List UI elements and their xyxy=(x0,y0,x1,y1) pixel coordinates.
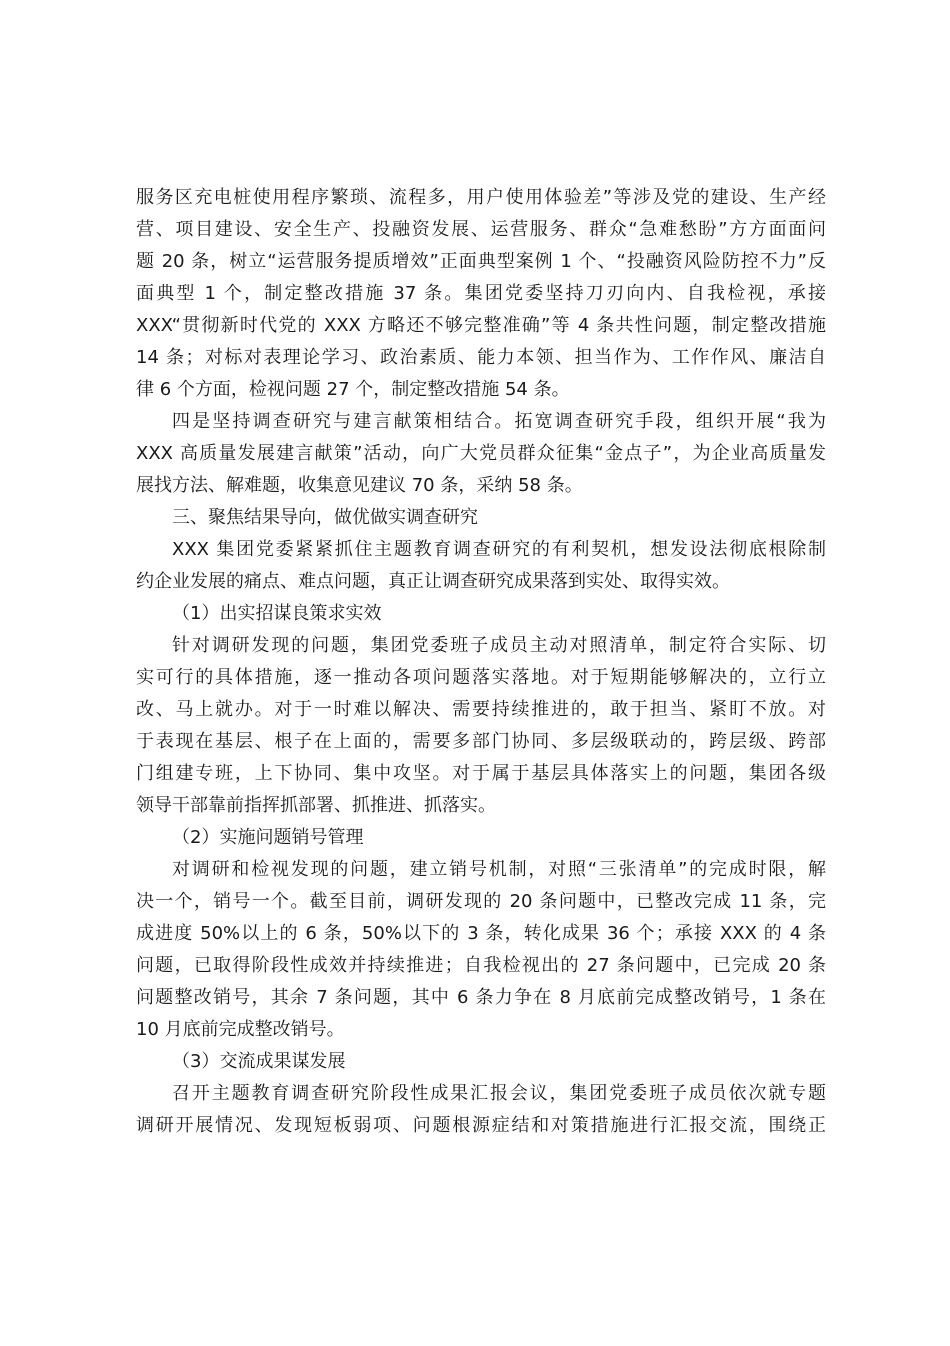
text-line: 于表现在基层、根子在上面的，需要多部门协同、多层级联动的，跨层级、跨部 xyxy=(136,731,826,752)
text-line: 改、马上就办。对于一时难以解决、需要持续推进的，敢于担当、紧盯不放。对 xyxy=(136,699,826,720)
text-line: 调研开展情况、发现短板弱项、问题根源症结和对策措施进行汇报交流，围绕正 xyxy=(136,1115,826,1136)
text-line: 10 月底前完成整改销号。 xyxy=(136,1019,345,1040)
text-line: 14 条；对标对表理论学习、政治素质、能力本领、担当作为、工作作风、廉洁自 xyxy=(136,347,826,368)
text-line: 针对调研发现的问题，集团党委班子成员主动对照清单，制定符合实际、切 xyxy=(172,635,826,656)
text-line: 律 6 个方面，检视问题 27 个，制定整改措施 54 条。 xyxy=(136,379,570,400)
text-line: 对调研和检视发现的问题，建立销号机制，对照“三张清单”的完成时限，解 xyxy=(172,859,826,880)
text-line: XXX 集团党委紧紧抓住主题教育调查研究的有利契机，想发设法彻底根除制 xyxy=(172,539,826,560)
text-line: 三、聚焦结果导向，做优做实调查研究 xyxy=(172,507,478,528)
text-line: （1）出实招谋良策求实效 xyxy=(172,603,382,624)
text-line: XXX 高质量发展建言献策”活动，向广大党员群众征集“金点子”，为企业高质量发 xyxy=(136,443,826,464)
text-line: 召开主题教育调查研究阶段性成果汇报会议，集团党委班子成员依次就专题 xyxy=(172,1083,826,1104)
text-line: XXX“贯彻新时代党的 XXX 方略还不够完整准确”等 4 条共性问题，制定整改措施 xyxy=(136,315,826,336)
text-line: 四是坚持调查研究与建言献策相结合。拓宽调查研究手段，组织开展“我为 xyxy=(172,411,826,432)
text-line: 实可行的具体措施，逐一推动各项问题落实落地。对于短期能够解决的，立行立 xyxy=(136,667,826,688)
text-line: 成进度 50%以上的 6 条，50%以下的 3 条，转化成果 36 个；承接 XXX 的 4 条 xyxy=(136,923,826,944)
text-line: 约企业发展的痛点、难点问题，真正让调查研究成果落到实处、取得实效。 xyxy=(136,571,730,592)
text-line: （2）实施问题销号管理 xyxy=(172,827,364,848)
text-line: 展找方法、解难题，收集意见建议 70 条，采纳 58 条。 xyxy=(136,475,583,496)
text-line: 问题，已取得阶段性成效并持续推进；自我检视出的 27 条问题中，已完成 20 条 xyxy=(136,955,826,976)
text-line: 题 20 条，树立“运营服务提质增效”正面典型案例 1 个、“投融资风险防控不力”反 xyxy=(136,251,826,272)
text-line: 门组建专班，上下协同、集中攻坚。对于属于基层具体落实上的问题，集团各级 xyxy=(136,763,826,784)
text-line: 决一个，销号一个。截至目前，调研发现的 20 条问题中，已整改完成 11 条，完 xyxy=(136,891,826,912)
text-line: 问题整改销号，其余 7 条问题，其中 6 条力争在 8 月底前完成整改销号，1 条在 xyxy=(136,987,826,1008)
text-line: 服务区充电桩使用程序繁琐、流程多，用户使用体验差”等涉及党的建设、生产经 xyxy=(136,187,826,208)
text-line: 领导干部靠前指挥抓部署、抓推进、抓落实。 xyxy=(136,795,496,816)
text-line: 面典型 1 个，制定整改措施 37 条。集团党委坚持刀刃向内、自我检视，承接 xyxy=(136,283,826,304)
document-body xyxy=(136,182,826,1142)
text-line: 营、项目建设、安全生产、投融资发展、运营服务、群众“急难愁盼”方方面面问 xyxy=(136,219,826,240)
text-line: （3）交流成果谋发展 xyxy=(172,1051,346,1072)
